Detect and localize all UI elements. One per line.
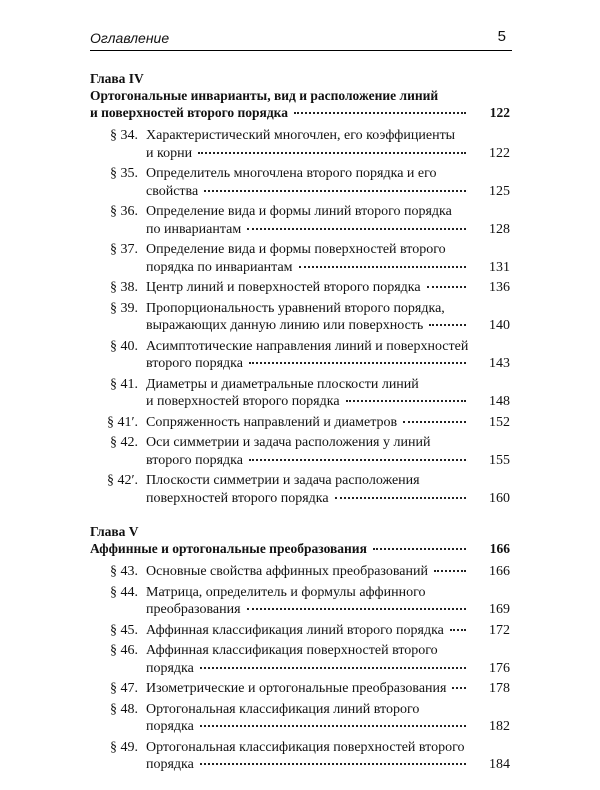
page-ref: 140 xyxy=(489,318,510,333)
entry-title-line: свойства xyxy=(146,183,199,199)
dot-leader xyxy=(427,286,466,288)
entry-title-line: Асимптотические направления линий и поверхностей xyxy=(146,338,469,354)
dot-leader xyxy=(452,687,466,689)
entry-title-line: Аффинные и ортогональные преобразования xyxy=(90,541,367,556)
dot-leader xyxy=(403,421,466,423)
entry-title-line: Аффинная классификация линий второго порядка xyxy=(146,622,444,638)
section-number: § 42. xyxy=(110,435,138,450)
entry-title-line: второго порядка xyxy=(146,452,243,468)
entry-title-line: выражающих данную линию или поверхность xyxy=(146,318,424,333)
toc-entry xyxy=(90,279,510,297)
chapter-label: Глава IV xyxy=(90,71,144,86)
page-ref: 166 xyxy=(489,564,510,579)
toc-entry xyxy=(90,414,510,432)
page-ref: 178 xyxy=(489,681,510,696)
entry-title-line: Пропорциональность уравнений второго порядка, xyxy=(146,300,445,316)
dot-leader xyxy=(373,548,466,550)
section-number: § 40. xyxy=(110,338,138,354)
entry-title-line: Определитель многочлена второго порядка и его xyxy=(146,166,437,181)
toc-entry xyxy=(90,472,510,507)
dot-leader xyxy=(346,400,466,402)
page-ref: 176 xyxy=(489,660,510,676)
toc-entry xyxy=(90,434,510,469)
page-ref: 122 xyxy=(489,145,510,161)
toc-entry xyxy=(90,338,510,373)
dot-leader xyxy=(204,190,466,192)
entry-title-line: Центр линий и поверхностей второго порядка xyxy=(146,280,421,295)
dot-leader xyxy=(249,459,466,461)
toc-entry xyxy=(90,127,510,162)
entry-title-line: Характеристический многочлен, его коэффициенты xyxy=(146,128,456,143)
page-ref: 172 xyxy=(489,622,510,638)
toc-entry xyxy=(90,241,510,276)
dot-leader xyxy=(249,362,466,364)
section-number: § 38. xyxy=(110,280,138,295)
section-number: § 41′. xyxy=(106,414,138,430)
section-number: § 49. xyxy=(110,739,138,755)
section-number: § 37. xyxy=(110,242,138,257)
section-number: § 34. xyxy=(110,128,138,143)
page-ref: 131 xyxy=(489,259,510,275)
section-number: § 35. xyxy=(110,166,138,181)
dot-leader xyxy=(429,324,466,326)
page-ref: 152 xyxy=(489,414,510,430)
section-number: § 42′. xyxy=(106,473,138,488)
entry-title-line: порядка xyxy=(146,757,194,772)
dot-leader xyxy=(247,228,466,230)
chapter xyxy=(90,523,510,774)
page-ref: 125 xyxy=(489,183,510,199)
entry-title-line: и корни xyxy=(146,145,193,161)
page-ref: 166 xyxy=(489,541,510,556)
table-of-contents xyxy=(90,70,510,790)
page-ref: 148 xyxy=(489,394,510,409)
entry-title-line: Оси симметрии и задача расположения у линий xyxy=(146,435,431,450)
dot-leader xyxy=(200,763,466,765)
dot-leader xyxy=(247,608,466,610)
entry-title-line: и поверхностей второго порядка xyxy=(90,105,289,120)
dot-leader xyxy=(294,112,466,114)
section-number: § 36. xyxy=(110,204,138,219)
toc-entry xyxy=(90,376,510,411)
entry-title-line: порядка xyxy=(146,719,194,734)
running-head-title: Оглавление xyxy=(90,30,170,46)
entry-title-line: по инвариантам xyxy=(146,221,242,237)
chapter-title-entry xyxy=(90,87,510,121)
entry-title-line: порядка по инвариантам xyxy=(146,259,293,275)
section-number: § 46. xyxy=(110,643,138,658)
dot-leader xyxy=(450,629,466,631)
dot-leader xyxy=(335,497,466,499)
entry-title-line: второго порядка xyxy=(146,356,243,371)
entry-title-line: Определение вида и формы линий второго порядка xyxy=(146,204,452,219)
toc-entry xyxy=(90,622,510,640)
entry-title-line: Ортогональные инварианты, вид и расположение линий xyxy=(90,88,439,103)
toc-entry xyxy=(90,680,510,698)
dot-leader xyxy=(198,152,466,154)
page-ref: 169 xyxy=(489,602,510,617)
toc-entry xyxy=(90,739,510,774)
entry-title-line: Определение вида и формы поверхностей второго xyxy=(146,242,446,257)
entry-title-line: Ортогональная классификация поверхностей второго xyxy=(146,739,465,755)
toc-entry xyxy=(90,701,510,736)
entry-title-line: Основные свойства аффинных преобразований xyxy=(146,564,428,579)
section-number: § 47. xyxy=(110,681,138,696)
entry-title-line: поверхностей второго порядка xyxy=(146,490,329,506)
toc-entry xyxy=(90,165,510,200)
entry-title-line: Аффинная классификация поверхностей второго xyxy=(146,643,438,658)
page-ref: 184 xyxy=(489,757,510,772)
page-ref: 160 xyxy=(489,490,510,506)
chapter-label: Глава V xyxy=(90,524,139,539)
toc-entry xyxy=(90,584,510,619)
running-head xyxy=(90,28,512,51)
page-ref: 182 xyxy=(489,719,510,734)
entry-title-line: Сопряженность направлений и диаметров xyxy=(146,414,398,430)
section-number: § 48. xyxy=(110,701,138,717)
section-number: § 41. xyxy=(110,376,138,392)
chapter-title-entry xyxy=(90,540,510,557)
entry-title-line: Матрица, определитель и формулы аффинного xyxy=(146,584,426,600)
page-ref: 136 xyxy=(489,280,510,295)
entry-title-line: Ортогональная классификация линий второго xyxy=(146,701,420,717)
toc-entry xyxy=(90,300,510,335)
section-number: § 39. xyxy=(110,300,138,316)
entry-title-line: Плоскости симметрии и задача расположения xyxy=(146,473,420,488)
toc-entry xyxy=(90,563,510,581)
entry-title-line: Изометрические и ортогональные преобразования xyxy=(146,681,447,696)
section-number: § 44. xyxy=(110,584,138,600)
section-number: § 43. xyxy=(110,564,138,579)
entry-title-line: преобразования xyxy=(146,602,241,617)
chapter xyxy=(90,70,510,507)
dot-leader xyxy=(299,266,466,268)
dot-leader xyxy=(200,667,466,669)
page-ref: 122 xyxy=(489,105,510,120)
page-ref: 143 xyxy=(489,356,510,371)
toc-entry xyxy=(90,642,510,677)
dot-leader xyxy=(434,570,466,572)
dot-leader xyxy=(200,725,466,727)
entry-title-line: Диаметры и диаметральные плоскости линий xyxy=(146,376,419,392)
page-ref: 128 xyxy=(489,221,510,237)
toc-entry xyxy=(90,203,510,238)
entry-title-line: и поверхностей второго порядка xyxy=(146,394,340,409)
section-number: § 45. xyxy=(110,622,138,638)
page-number: 5 xyxy=(497,28,506,45)
entry-title-line: порядка xyxy=(146,660,194,676)
page-ref: 155 xyxy=(489,452,510,468)
